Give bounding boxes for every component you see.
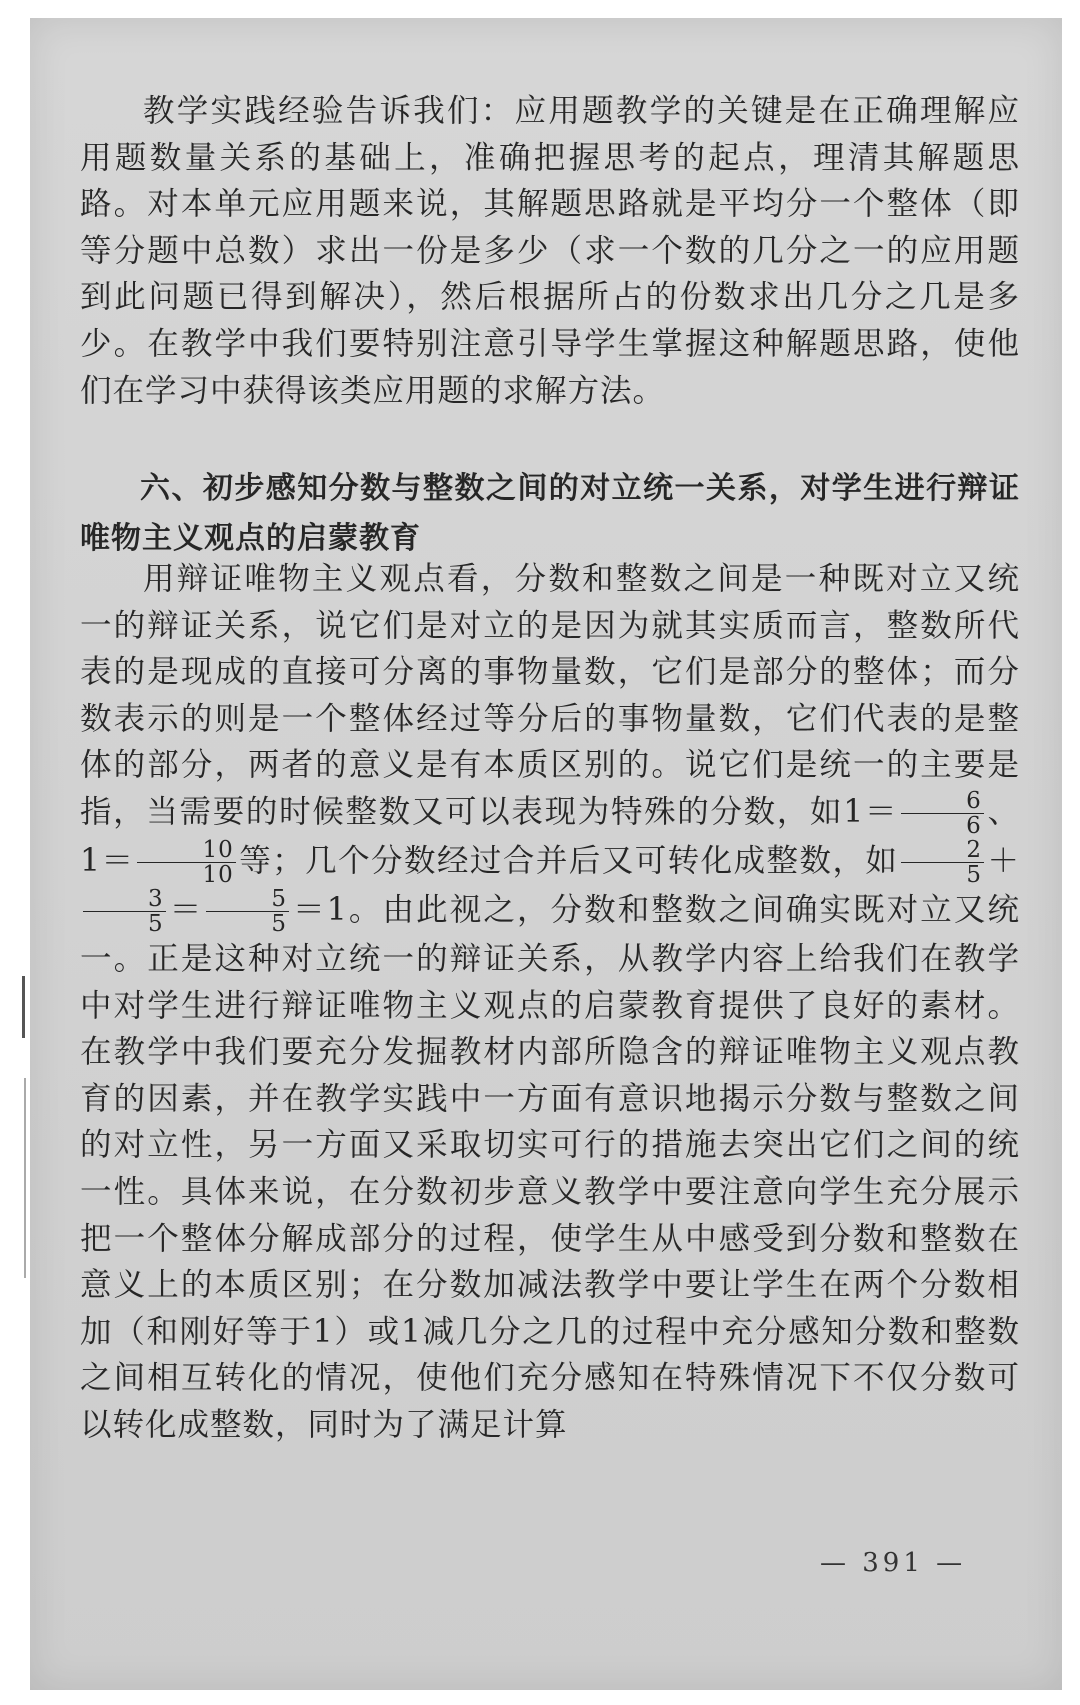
paragraph-2-text-1: 用辩证唯物主义观点看，分数和整数之间是一种既对立又统一的辩证关系，说它们是对立的是因为就其实质而言，整数所代表的是现成的直接可分离的事物量数，它们是部分的整体；而分数表示的则是一个整体经过等分后的事物量数，它们代表的是整体的部分，两者的意义是有本质区别的。说它们是统一的主要是指，当需要的时候整数又可以表现为特殊的分数，如 xyxy=(80,561,1020,830)
paragraph-2-text-3: 。由此视之，分数和整数之间确实既对立又统一。正是这种对立统一的辩证关系，从教学内容上给我们在教学中对学生进行辩证唯物主义观点的启蒙教育提供了良好的素材。在教学中我们要充分发掘教材内部所隐含的辩证唯物主义观点教育的因素，并在教学实践中一方面有意识地揭示分数与整数之间的对立性，另一方面又采取切实可行的措施去突出它们之间的统一性。具体来说，在分数初步意义教学中要注意向学生充分展示把一个整体分解成部分的过程，使学生从中感受到分数和整数在意义上的本质区别；在分数加减法教学中要让学生在两个分数相加（和刚好等于1）或1减几分之几的过程中充分感知分数和整数之间相互转化的情况，使他们充分感知在特殊情况下不仅分数可以转化成整数，同时为了满足计算 xyxy=(80,891,1020,1443)
paragraph-2-text xyxy=(80,556,1020,1449)
separator: 、 xyxy=(986,793,1020,830)
equals-one: ＝1 xyxy=(292,891,348,928)
fraction-denominator: 5 xyxy=(148,910,164,937)
example-1-lhs: 1＝ xyxy=(843,793,899,830)
example-2-lhs: 1＝ xyxy=(80,842,135,879)
margin-mark xyxy=(24,1078,26,1278)
paragraph-2-text-2: 等；几个分数经过合并后又可转化成整数，如 xyxy=(238,842,899,879)
fraction-denominator: 5 xyxy=(966,861,983,888)
fraction-5-5 xyxy=(206,887,289,936)
fraction-numerator: 5 xyxy=(206,887,289,912)
equals-sign: ＝ xyxy=(168,891,204,928)
paragraph-2 xyxy=(80,556,1020,1449)
paragraph-1-text: 教学实践经验告诉我们：应用题教学的关键是在正确理解应用题数量关系的基础上，准确把握思考的起点，理清其解题思路。对本单元应用题来说，其解题思路就是平均分一个整体（即等分题中总数）求出一份是多少（求一个数的几分之一的应用题到此问题已得到解决），然后根据所占的份数求出几分之几是多少。在教学中我们要特别注意引导学生掌握这种解题思路，使他们在学习中获得该类应用题的求解方法。 xyxy=(80,93,1020,409)
fraction-numerator: 3 xyxy=(83,887,166,912)
fraction-denominator: 5 xyxy=(271,910,288,937)
book-page xyxy=(30,18,1062,1690)
fraction-6-6 xyxy=(901,789,984,838)
fraction-2-5 xyxy=(901,838,984,887)
fraction-numerator: 10 xyxy=(137,838,235,863)
fraction-numerator: 6 xyxy=(901,789,984,814)
fraction-numerator: 2 xyxy=(901,838,984,863)
plus-sign: ＋ xyxy=(987,842,1020,879)
fraction-denominator: 6 xyxy=(966,812,982,839)
section-heading: 六、初步感知分数与整数之间的对立统一关系，对学生进行辩证唯物主义观点的启蒙教育 xyxy=(80,471,1020,556)
margin-mark xyxy=(22,976,25,1038)
fraction-3-5 xyxy=(83,887,166,936)
paragraph-1 xyxy=(80,88,1020,414)
page-number: — 391 — xyxy=(820,1548,967,1578)
fraction-10-10 xyxy=(137,838,235,887)
fraction-denominator: 10 xyxy=(202,861,234,888)
